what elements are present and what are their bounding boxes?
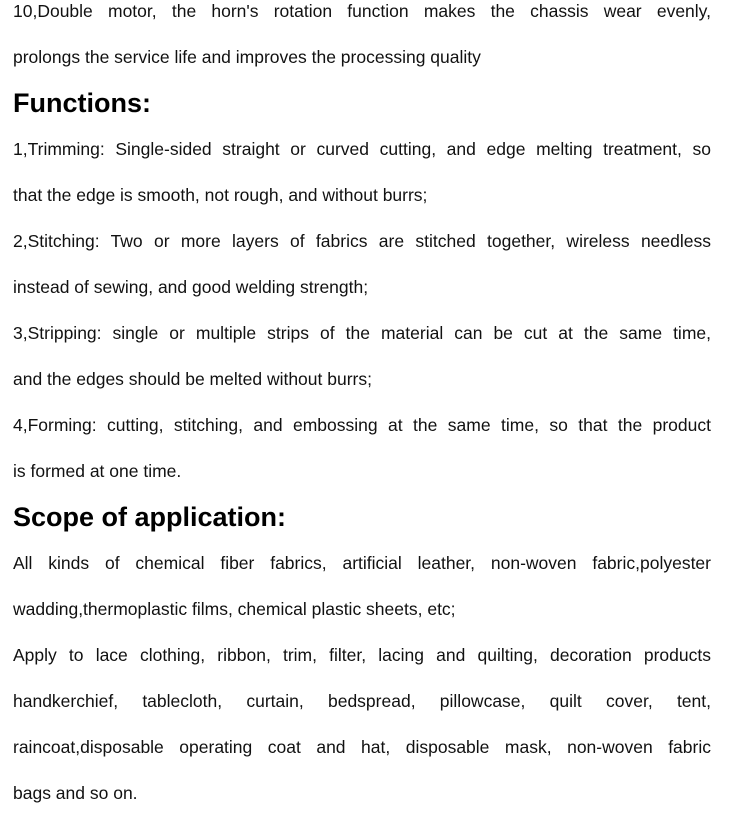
scope-line: raincoat,disposable operating coat and hat, disposable mask, non-woven fabric [13,737,711,757]
function-item-forming [13,402,711,494]
function-item-line: that the edge is smooth, not rough, and without burrs; [13,185,428,205]
scope-line: wadding,thermoplastic films, chemical plastic sheets, etc; [13,599,456,619]
intro-line-1: 10,Double motor, the horn's rotation function makes the chassis wear evenly, [13,1,711,21]
scope-line: Apply to lace clothing, ribbon, trim, filter, lacing and quilting, decoration products [13,645,711,665]
function-item-line: is formed at one time. [13,461,182,481]
scope-materials-paragraph [13,540,711,632]
functions-heading: Functions: [13,88,151,118]
function-item-line: and the edges should be melted without burrs; [13,369,372,389]
scope-line: bags and so on. [13,783,138,803]
document-body [13,0,711,816]
function-item-trimming [13,126,711,218]
intro-line-2: prolongs the service life and improves the processing quality [13,47,481,67]
function-item-line: 3,Stripping: single or multiple strips of the material can be cut at the same time, [13,323,711,343]
function-item-line: instead of sewing, and good welding strength; [13,277,369,297]
function-item-line: 2,Stitching: Two or more layers of fabrics are stitched together, wireless needless [13,231,711,251]
function-item-line: 4,Forming: cutting, stitching, and embossing at the same time, so that the product [13,415,711,435]
function-item-stripping [13,310,711,402]
scope-line: handkerchief, tablecloth, curtain, bedspread, pillowcase, quilt cover, tent, [13,691,711,711]
function-item-stitching [13,218,711,310]
scope-line: All kinds of chemical fiber fabrics, artificial leather, non-woven fabric,polyester [13,553,711,573]
scope-applications-paragraph [13,632,711,816]
intro-paragraph [13,0,711,80]
function-item-line: 1,Trimming: Single-sided straight or curved cutting, and edge melting treatment, so [13,139,711,159]
scope-heading: Scope of application: [13,502,287,532]
